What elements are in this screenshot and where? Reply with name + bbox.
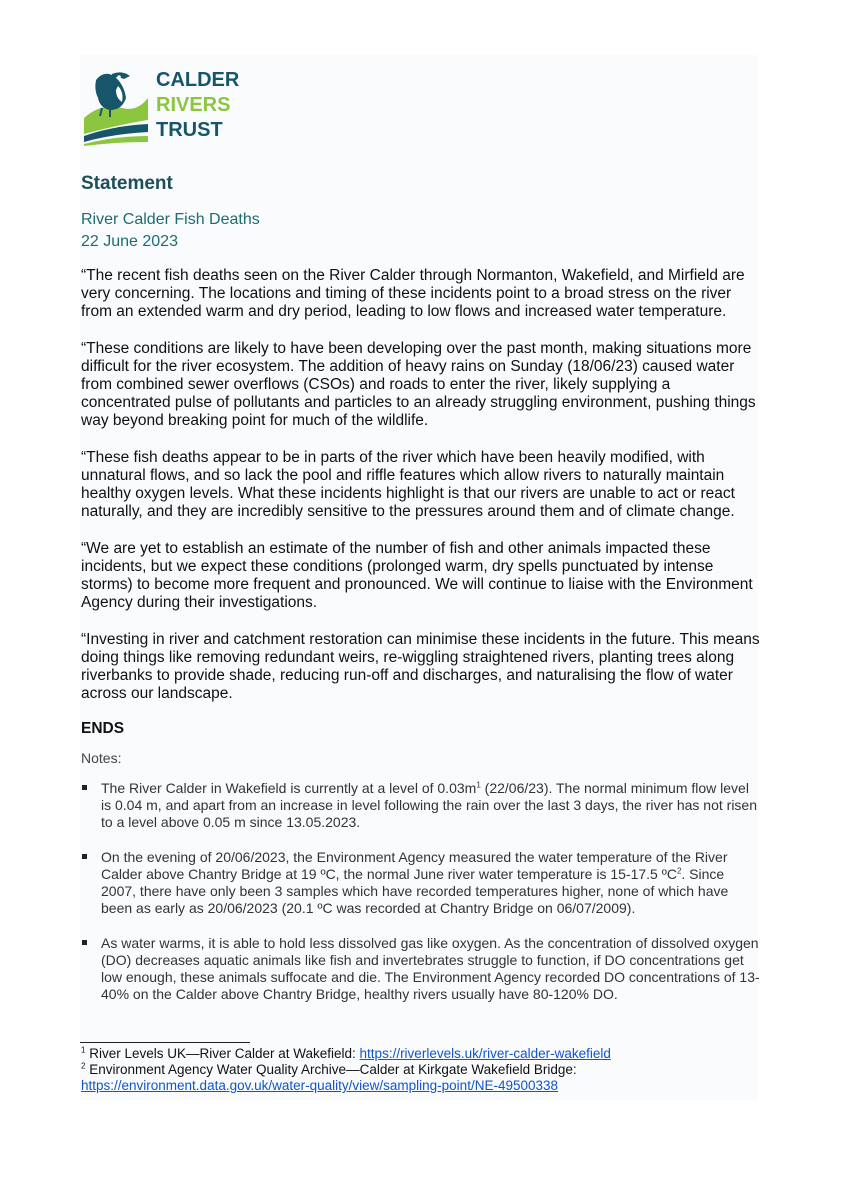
logo-line-3: TRUST — [156, 119, 223, 141]
footnote-ref-1[interactable]: 1 — [476, 780, 481, 790]
calder-rivers-trust-logo — [82, 62, 252, 146]
notes-label: Notes: — [81, 750, 122, 766]
ends-marker: ENDS — [81, 720, 125, 737]
note-item-1: The River Calder in Wakefield is currently at a level of $0.03m^1$ (22/06/23). The normal minimum flow level is 0.04 m, and apart from an increase in level following the rain over the last 3 days, the river has not risen to a level above 0.05 m since 13.05.2023. — [80, 780, 760, 831]
statement-subtitle — [81, 209, 260, 253]
footnote-divider — [80, 1042, 250, 1043]
paragraph-5: “Investing in river and catchment restoration can minimise these incidents in the future. This means doing things like removing redundant weirs, re-wiggling straightened rivers, planting trees along riverbanks to provide shade, reducing run-off and discharges, and naturalising the flow of water across our landscape. — [81, 631, 760, 702]
note-item-2: On the evening of 20/06/2023, the Environment Agency measured the water temperature of the River Calder above Chantry Bridge at 19 ºC, the normal June river water temperature is 15-17.5 ºC$^2$. Since 2007, there have only been 3 samples which have recorded temperatures higher, none of which have been as early as 20/06/2023 (20.1 ºC was recorded at Chantry Bridge on 06/07/2009). — [80, 849, 760, 917]
footnote-ref-2[interactable]: 2 — [676, 866, 682, 876]
logo-line-2: RIVERS — [156, 94, 231, 116]
footnotes — [81, 1046, 761, 1094]
paragraph-2: “These conditions are likely to have been developing over the past month, making situations more difficult for the river ecosystem. The addition of heavy rains on Sunday (18/06/23) caused water from combined sewer overflows (CSOs) and roads to enter the river, likely supplying a concentrated pulse of pollutants and particles to an already struggling environment, pushing things way beyond breaking point for much of the wildlife. — [81, 340, 756, 429]
statement-body — [81, 267, 761, 722]
note-item-3: As water warms, it is able to hold less dissolved gas like oxygen. As the concentration of dissolved oxygen (DO) decreases aquatic animals like fish and invertebrates struggle to function, if DO concentrations get low enough, these animals suffocate and die. The Environment Agency recorded DO concentrations of 13-40% on the Calder above Chantry Bridge, healthy rivers usually have 80-120% DO. — [80, 935, 760, 1003]
dipper-bird-logo-icon — [82, 62, 252, 146]
paragraph-1: “The recent fish deaths seen on the River Calder through Normanton, Wakefield, and Mirfield are very concerning. The locations and timing of these incidents point to a broad stress on the river from an extended warm and dry period, leading to low flows and increased water temperature. — [81, 267, 745, 320]
statement-date: 22 June 2023 — [81, 233, 178, 250]
water-quality-link[interactable]: https://environment.data.gov.uk/water-quality/view/sampling-point/NE-49500338 — [81, 1078, 559, 1093]
paragraph-4: “We are yet to establish an estimate of the number of fish and other animals impacted these incidents, but we expect these conditions (prolonged warm, dry spells punctuated by intense storms) to become more frequent and pronounced. We will continue to liaise with the Environment Agency during their investigations. — [81, 540, 753, 611]
footnote-1: $^1$ River Levels UK—River Calder at Wakefield: https://riverlevels.uk/river-calder-wakefield — [81, 1045, 611, 1061]
river-levels-link[interactable]: https://riverlevels.uk/river-calder-wakefield — [359, 1046, 611, 1061]
logo-line-1: CALDER — [156, 69, 240, 91]
page-title: Statement — [81, 173, 173, 194]
footnote-2-link-line — [81, 1078, 761, 1094]
statement-topic: River Calder Fish Deaths — [81, 211, 260, 228]
footnote-2: $^2$ Environment Agency Water Quality Archive—Calder at Kirkgate Wakefield Bridge: — [81, 1061, 577, 1077]
notes-list — [80, 780, 760, 1021]
paragraph-3: “These fish deaths appear to be in parts of the river which have been heavily modified, with unnatural flows, and so lack the pool and riffle features which allow rivers to naturally maintain healthy oxygen levels. What these incidents highlight is that our rivers are unable to act or react naturally, and they are incredibly sensitive to the pressures around them and of climate change. — [81, 449, 735, 520]
